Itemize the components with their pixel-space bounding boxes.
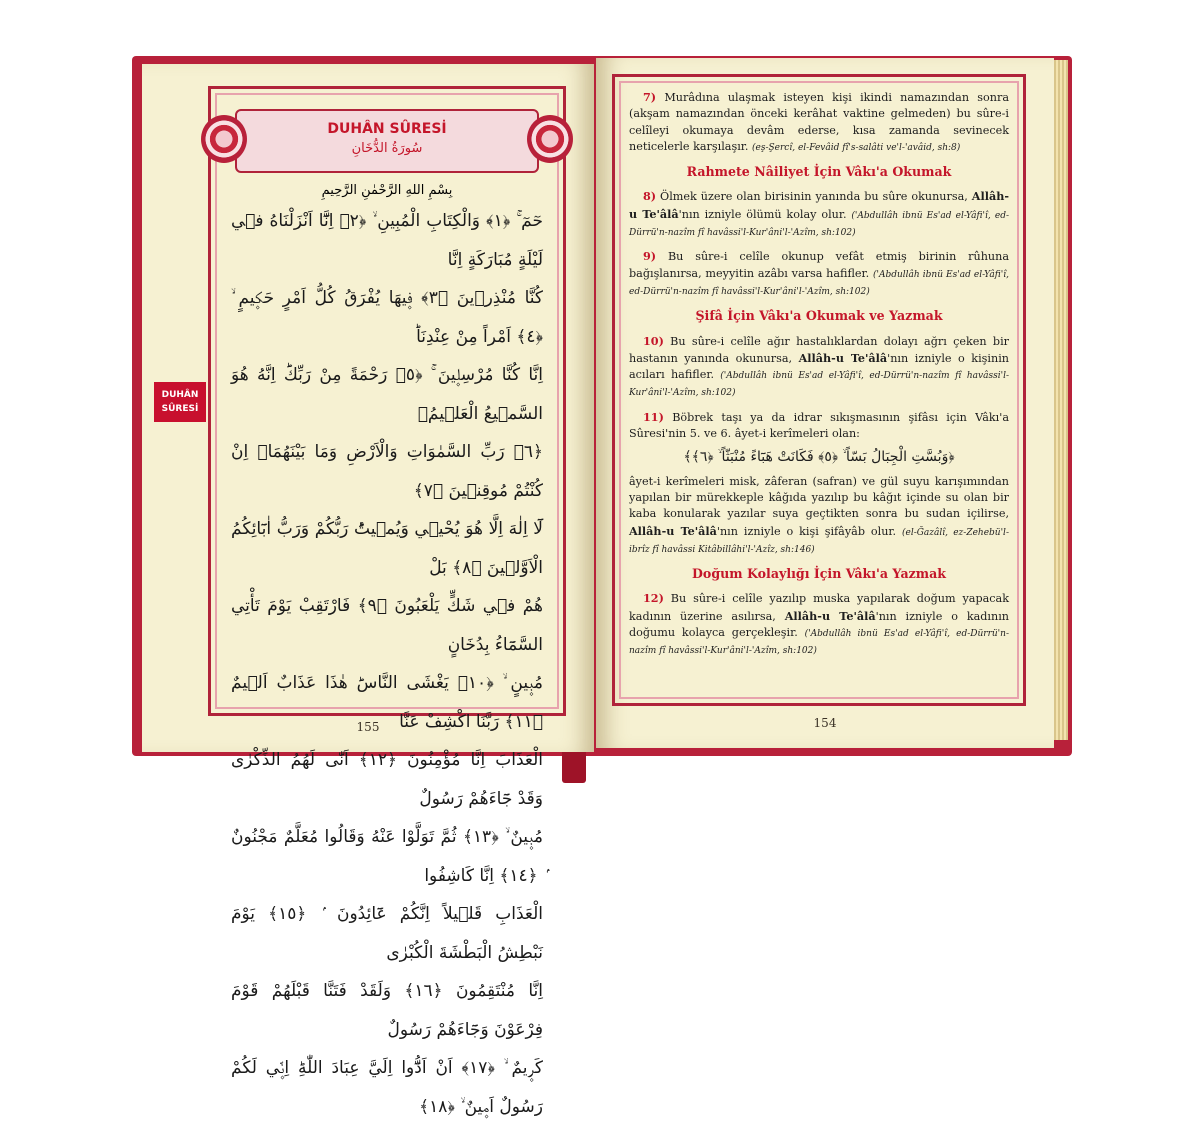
paragraph-10: 10) Bu sûre-i celîle ağır hastalıklardan dolayı ağrı çeken bir hastanın yanında okunursa, Allâh-u Te'âlâ'nın izniyle o kişinin acıları hafifler. ('Abdullâh ibnü Es'ad el-Yâfi'î, ed-Dürrü'n-nazîm fî havâssi'l-Kur'âni'l-'Azîm, sh:102) bbox=[629, 333, 1009, 399]
left-page bbox=[142, 64, 594, 1117]
ayah-line: كَر۪يمٌ ۙ ﴿١٧﴾ اَنْ اَدُّٓوا اِلَيَّ عِبَادَ اللّٰهِؕ اِنّ۪ي لَكُمْ رَسُولٌ اَم۪ينٌ ۙ ﴿١٨﴾ bbox=[231, 1058, 543, 1117]
surah-header bbox=[235, 109, 539, 173]
page-number-right: 154 bbox=[813, 716, 837, 730]
section-heading: Şifâ İçin Vâkı'a Okumak ve Yazmak bbox=[695, 308, 943, 324]
ayah-line: ﴿٦﴾ رَبِّ السَّمٰوَاتِ وَالْاَرْضِ وَمَا بَيْنَهُمَاۢ اِنْ كُنْتُمْ مُوقِن۪ينَ ﴿٧﴾ bbox=[231, 442, 543, 501]
surah-index-tab[interactable]: DUHÂN SÛRESİ bbox=[154, 382, 206, 422]
basmala: بِسْمِ اللهِ الرَّحْمٰنِ الرَّحِيمِ bbox=[321, 183, 453, 198]
paragraph-12: 12) Bu sûre-i celîle yazılıp muska yapılarak doğum yapacak kadının üzerine asılırsa, Allâh-u Te'âlâ'nın izniyle o kadının doğumu kolayca gerçekleşir. ('Abdullâh ibnü Es'ad el-Yâfi'î, ed-Dürrü'n-nazîm fî havâssi'l-Kur'âni'l-'Azîm, sh:102) bbox=[629, 591, 1009, 657]
section-heading: Rahmete Nâiliyet İçin Vâkı'a Okumak bbox=[686, 164, 952, 180]
ayah-line: اِنَّا مُنْتَقِمُونَ ﴿١٦﴾ وَلَقَدْ فَتَنَّا قَبْلَهُمْ قَوْمَ فِرْعَوْنَ وَجَٓاءَهُمْ رَسُولٌ bbox=[231, 981, 543, 1040]
quran-verse: ﴿وَبُسَّتِ الْجِبَالُ بَسّاً ۙ ﴿٥﴾ فَكَانَتْ هَبَٓاءً مُنْبَثّاً ۙ ﴿٦﴾﴾ bbox=[683, 449, 955, 466]
ayah-line: هُمْ ف۪ي شَكٍّ يَلْعَبُونَ ﴿٩﴾ فَارْتَقِبْ يَوْمَ تَأْتِي السَّمَٓاءُ بِدُخَانٍ bbox=[231, 596, 543, 655]
ayat-text bbox=[225, 202, 549, 1126]
ayah-line: اِنَّا كُنَّا مُرْسِل۪ينَ ۚ ﴿٥﴾ رَحْمَةً مِنْ رَبِّكَؕ اِنَّهُ هُوَ السَّم۪يعُ الْعَل۪يمُۙ bbox=[231, 365, 544, 424]
ayah-line: الْعَذَابَ اِنَّا مُؤْمِنُونَ ﴿١٢﴾ اَنّٰى لَهُمُ الذِّكْرٰى وَقَدْ جَٓاءَهُمْ رَسُولٌ bbox=[231, 750, 544, 809]
paragraph-8: 8) Ölmek üzere olan birisinin yanında bu sûre okunursa, Allâh-u Te'âlâ'nın izniyle ölümü kolay olur. ('Abdullâh ibnü Es'ad el-Yâfi'î, ed-Dürrü'n-nazîm fî havâssi'l-Kur'âni'l-'Azîm, sh:102) bbox=[629, 189, 1010, 239]
rosette-ornament-icon bbox=[527, 115, 573, 163]
ayah-line: الْعَذَابِ قَل۪يلاً اِنَّكُمْ عَٓائِدُونَ ۢ ﴿١٥﴾ يَوْمَ نَبْطِشُ الْبَطْشَةَ الْكُبْرٰى bbox=[231, 904, 544, 963]
page-number-left: 155 bbox=[356, 720, 380, 734]
ayah-line: مُب۪ينٍ ۙ ﴿١٠﴾ يَغْشَى النَّاسَؕ هٰذَا عَذَابٌ اَل۪يمٌ ﴿١١﴾ رَبَّنَا اكْشِفْ عَنَّا bbox=[231, 673, 543, 732]
rosette-ornament-icon bbox=[201, 115, 247, 163]
ayah-line: لَٓا اِلٰهَ اِلَّا هُوَ يُحْي۪ي وَيُم۪يتُؕ رَبُّكُمْ وَرَبُّ اٰبَٓائِكُمُ الْاَوَّل۪ينَ ﴿٨﴾ بَلْ bbox=[231, 519, 543, 578]
ayah-line: مُب۪ينٌ ۙ ﴿١٣﴾ ثُمَّ تَوَلَّوْا عَنْهُ وَقَالُوا مُعَلَّمٌ مَجْنُونٌ ۢ ﴿١٤﴾ اِنَّا كَاشِفُوا bbox=[231, 827, 543, 886]
commentary-text bbox=[629, 89, 1009, 691]
paragraph-7: 7) Murâdına ulaşmak isteyen kişi ikindi namazından sonra (akşam namazından önceki kerâhat vaktine gelmeden) bu sûre-i celîleyi okumaya devâm ederse, kısa zamanda sevinecek neticelerle karşılaşır. (eş-Şercî, el-Fevâid fî's-salâti ve'l-'avâid, sh:8) bbox=[629, 90, 1009, 153]
paragraph-11: 11) Böbrek taşı ya da idrar sıkışmasının şifâsı için Vâkı'a Sûresi'nin 5. ve 6. âyet-i kerîmeleri olan: bbox=[629, 409, 1009, 441]
surah-title: DUHÂN SÛRESİ bbox=[327, 121, 447, 137]
page-edges bbox=[1054, 60, 1068, 740]
right-page bbox=[596, 58, 1054, 748]
paragraph-11-cont: âyet-i kerîmeleri misk, zâferan (safran) ve gül suyu karışımından yapılan bir mürekkeple kâğıda yazılıp bu kâğıt içinde su olan bir kaba konularak yazılar suya geçtikten sonra bu sudan içilirse, Allâh-u Te'âlâ'nın izniyle o kişi şifâyâb olur. (el-Ğazâlî, ez-Zehebü'l-ibrîz fî havâssi Kitâbillâhi'l-'Azîz, sh:146) bbox=[629, 474, 1009, 555]
paragraph-9: 9) Bu sûre-i celîle okunup vefât etmiş birinin rûhuna bağışlanırsa, meyyitin azâbı varsa hafifler. ('Abdullâh ibnü Es'ad el-Yâfi'î, ed-Dürrü'n-nazîm fî havâssi'l-Kur'âni'l-'Azîm, sh:102) bbox=[629, 249, 1009, 297]
ayah-line: حٓمٓ ۚ ﴿١﴾ وَالْكِتَابِ الْمُبِينِ ۙ ﴿٢﴾ اِنَّٓا اَنْزَلْنَاهُ ف۪ي لَيْلَةٍ مُبَارَكَةٍ اِنَّا bbox=[231, 211, 543, 270]
surah-arabic-title: سُورَةُ الدُّخَانِ bbox=[351, 141, 423, 156]
right-page-frame bbox=[612, 74, 1026, 706]
ayah-line: كُنَّا مُنْذِر۪ينَ ﴿٣﴾ ف۪يهَا يُفْرَقُ كُلُّ اَمْرٍ حَك۪يمٍ ۙ ﴿٤﴾ اَمْراً مِنْ عِنْدِنَاؕ bbox=[231, 288, 543, 347]
section-heading: Doğum Kolaylığı İçin Vâkı'a Yazmak bbox=[692, 566, 946, 582]
